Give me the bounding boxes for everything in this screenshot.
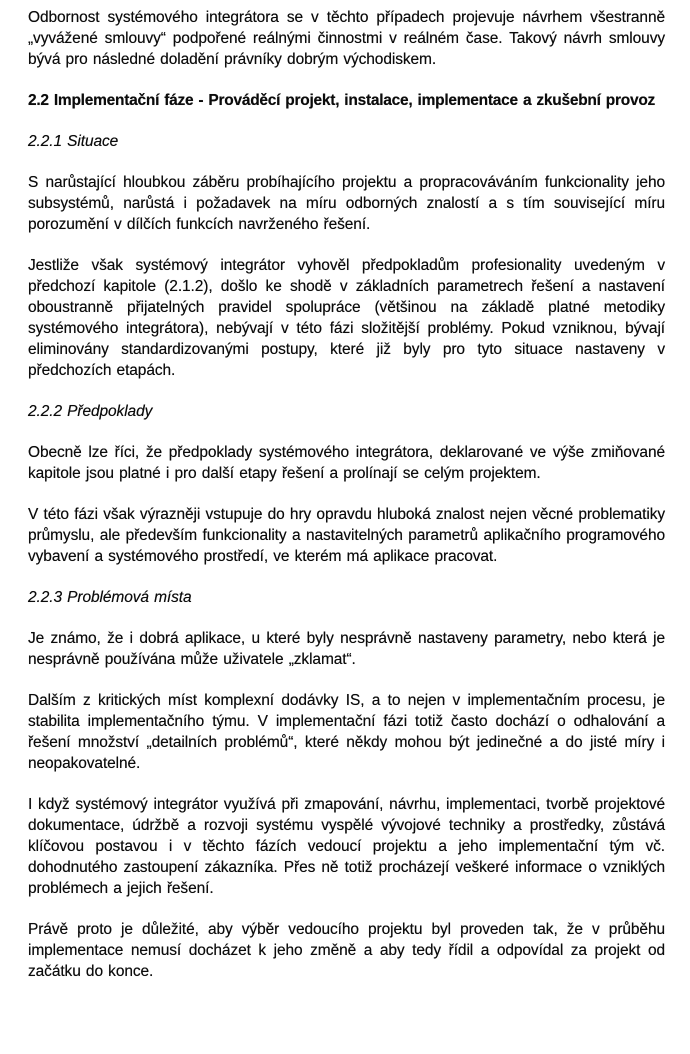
subsection-heading: 2.2.1 Situace bbox=[28, 133, 119, 150]
paragraph: Dalším z kritických míst komplexní dodávky IS, a to nejen v implementačním procesu, je stabilita implementačního týmu. V implementační fázi totiž často dochází o odhalování a řešení množství „detailních problémů“, které někdy mohou být jedinečné a do jisté míry i neopakovatelné. bbox=[28, 692, 665, 772]
paragraph: Jestliže však systémový integrátor vyhověl předpokladům profesionality uvedeným v předchozí kapitole (2.1.2), došlo ke shodě v základních parametrech řešení a nastavení oboustranně přijatelných pravidel spolupráce (většinou na základě platné metodiky systémového integrátora), nebývají v této fázi složitější problémy. Pokud vzniknou, bývají eliminovány standardizovanými postupy, které již byly pro tyto situace nastaveny v předchozích etapách. bbox=[28, 257, 665, 379]
paragraph: Právě proto je důležité, aby výběr vedoucího projektu byl proveden tak, že v průběhu implementace nemusí docházet k jeho změně a aby tedy řídil a odpovídal za projekt od začátku do konce. bbox=[28, 921, 665, 980]
paragraph: Je známo, že i dobrá aplikace, u které byly nesprávně nastaveny parametry, nebo která je nesprávně používána může uživatele „zklamat“. bbox=[28, 630, 665, 668]
subsection-heading: 2.2.3 Problémová místa bbox=[28, 589, 192, 606]
section-heading: 2.2 Implementační fáze - Prováděcí projekt, instalace, implementace a zkušební provoz bbox=[28, 92, 656, 109]
document-body bbox=[28, 7, 665, 982]
paragraph: I když systémový integrátor využívá při zmapování, návrhu, implementaci, tvorbě projektové dokumentace, údržbě a rozvoji systému vyspělé vývojové techniky a prostředky, zůstává klíčovou postavou i v těchto fázích vedoucí projektu a jeho implementační tým vč. dohodnutého zastoupení zákazníka. Přes ně totiž procházejí veškeré informace o vzniklých problémech a jejich řešení. bbox=[28, 796, 665, 897]
paragraph: Obecně lze říci, že předpoklady systémového integrátora, deklarované ve výše zmiňované kapitole jsou platné i pro další etapy řešení a prolínají se celým projektem. bbox=[28, 444, 665, 482]
paragraph: Odbornost systémového integrátora se v těchto případech projevuje návrhem všestranně „vyvážené smlouvy“ podpořené reálnými činnostmi v reálném čase. Takový návrh smlouvy bývá pro následné doladění právníky dobrým východiskem. bbox=[28, 9, 665, 68]
paragraph: S narůstající hloubkou záběru probíhajícího projektu a propracováváním funkcionality jeho subsystémů, narůstá i požadavek na míru odborných znalostí a s tím související míru porozumění v dílčích funkcích navrženého řešení. bbox=[28, 174, 665, 233]
paragraph: V této fázi však výrazněji vstupuje do hry opravdu hluboká znalost nejen věcné problematiky průmyslu, ale především funkcionality a nastavitelných parametrů aplikačního programového vybavení a systémového prostředí, ve kterém má aplikace pracovat. bbox=[28, 506, 665, 565]
subsection-heading: 2.2.2 Předpoklady bbox=[28, 403, 153, 420]
